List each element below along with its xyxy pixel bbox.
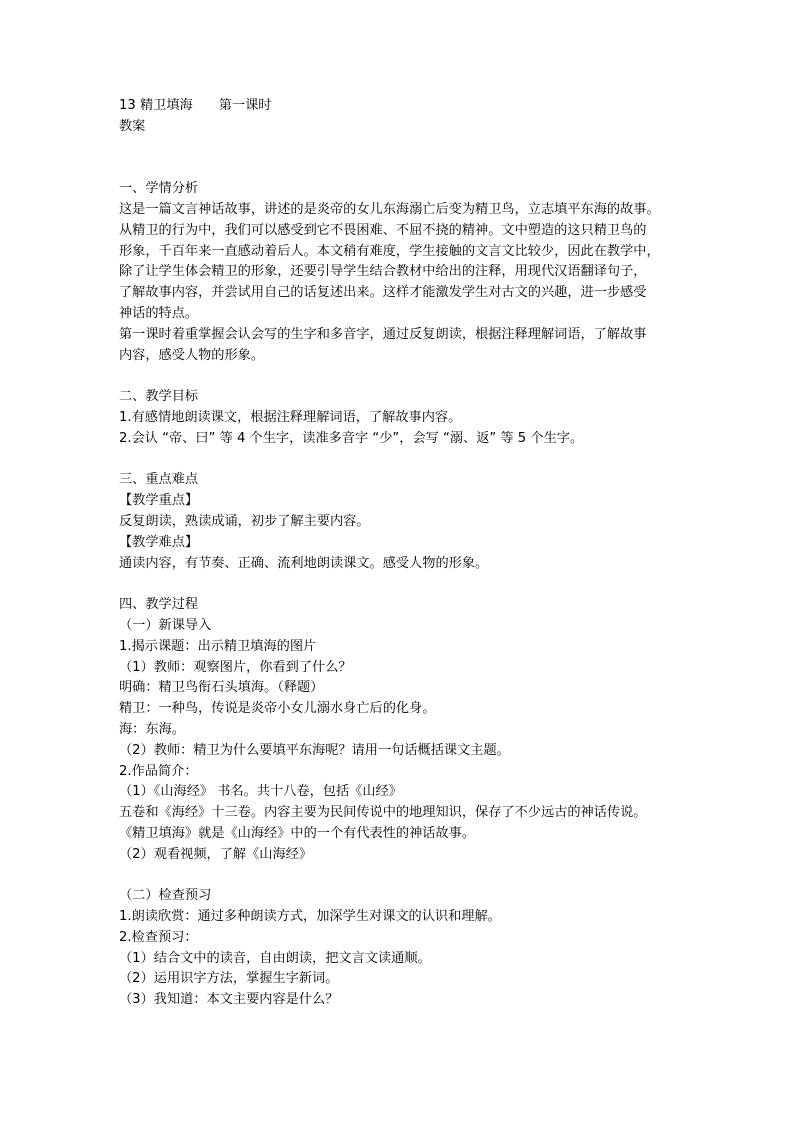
paragraph-line: 海：东海。 bbox=[119, 721, 185, 737]
section-teaching-goals bbox=[119, 387, 684, 449]
list-item: （1）《山海经》 书名。共十八卷，包括《山经》 bbox=[119, 784, 402, 800]
lesson-title: 13 精卫填海 bbox=[119, 98, 193, 113]
list-item: 2.作品简介： bbox=[119, 763, 198, 779]
paragraph-line: 反复朗读，熟读成诵，初步了解主要内容。 bbox=[119, 513, 370, 529]
section-teaching-process bbox=[119, 595, 684, 865]
section-heading: 一、学情分析 bbox=[119, 181, 199, 197]
list-item: 2.会认 “帝、曰” 等 4 个生字，读准多音字 “少”，会写 “溺、返” 等 5 个生字。 bbox=[119, 430, 584, 446]
lesson-period: 第一课时 bbox=[218, 98, 272, 113]
paragraph-line: 内容，感受人物的形象。 bbox=[119, 347, 265, 363]
paragraph-line: 明确：精卫鸟衔石头填海。（释题） bbox=[119, 680, 324, 696]
paragraph-line: 第一课时着重掌握会认会写的生字和多音字，通过反复朗读，根据注释理解词语，了解故事 bbox=[119, 326, 647, 342]
subheading: （一）新课导入 bbox=[119, 617, 212, 633]
subheading: 【教学难点】 bbox=[119, 534, 199, 550]
subheading: 【教学重点】 bbox=[119, 493, 199, 509]
paragraph-line: 五卷和《海经》十三卷。内容主要为民间传说中的地理知识，保存了不少远古的神话传说。 bbox=[119, 805, 647, 821]
section-preview-check bbox=[119, 886, 684, 1011]
section-heading: 二、教学目标 bbox=[119, 389, 199, 405]
section-learning-analysis bbox=[119, 179, 684, 366]
paragraph-line: 神话的特点。 bbox=[119, 305, 199, 321]
paragraph-line: 《精卫填海》就是《山海经》中的一个有代表性的神话故事。 bbox=[119, 825, 476, 841]
paragraph-line: 除了让学生体会精卫的形象，还要引导学生结合教材中给出的注释，用现代汉语翻译句子， bbox=[119, 264, 647, 280]
section-heading: 三、重点难点 bbox=[119, 472, 199, 488]
list-item: 2.检查预习： bbox=[119, 929, 198, 945]
list-item: （1）结合文中的读音，自由朗读，把文言文读通顺。 bbox=[119, 950, 431, 966]
paragraph-line: 精卫：一种鸟，传说是炎帝小女儿溺水身亡后的化身。 bbox=[119, 701, 436, 717]
paragraph-line: 了解故事内容，并尝试用自己的话复述出来。这样才能激发学生对古文的兴趣，进一步感受 bbox=[119, 285, 647, 301]
subheading: （二）检查预习 bbox=[119, 888, 212, 904]
list-item: 1.揭示课题：出示精卫填海的图片 bbox=[119, 638, 317, 654]
list-item: （2）运用识字方法，掌握生字新词。 bbox=[119, 971, 339, 987]
paragraph-line: 从精卫的行为中，我们可以感受到它不畏困难、不屈不挠的精神。文中塑造的这只精卫鸟的 bbox=[119, 222, 647, 238]
list-item: 1.朗读欣赏：通过多种朗读方式，加深学生对课文的认识和理解。 bbox=[119, 909, 501, 925]
list-item: （2）教师：精卫为什么要填平东海呢？请用一句话概括课文主题。 bbox=[119, 742, 510, 758]
paragraph-line: 形象，千百年来一直感动着后人。本文稍有难度，学生接触的文言文比较少，因此在教学中， bbox=[119, 243, 660, 259]
list-item: （1）教师：观察图片，你看到了什么？ bbox=[119, 659, 352, 675]
section-key-points bbox=[119, 470, 684, 574]
doc-type: 教案 bbox=[119, 118, 146, 134]
list-item: 1.有感情地朗读课文，根据注释理解词语，了解故事内容。 bbox=[119, 409, 462, 425]
list-item: （2）观看视频，了解《山海经》 bbox=[119, 846, 313, 862]
list-item: （3）我知道：本文主要内容是什么？ bbox=[119, 992, 339, 1008]
document-body bbox=[119, 96, 684, 1011]
section-heading: 四、教学过程 bbox=[119, 597, 199, 613]
paragraph-line: 这是一篇文言神话故事，讲述的是炎帝的女儿东海溺亡后变为精卫鸟，立志填平东海的故事。 bbox=[119, 201, 660, 217]
paragraph-line: 通读内容，有节奏、正确、流利地朗读课文。感受人物的形象。 bbox=[119, 555, 489, 571]
lesson-title-line bbox=[119, 96, 684, 117]
